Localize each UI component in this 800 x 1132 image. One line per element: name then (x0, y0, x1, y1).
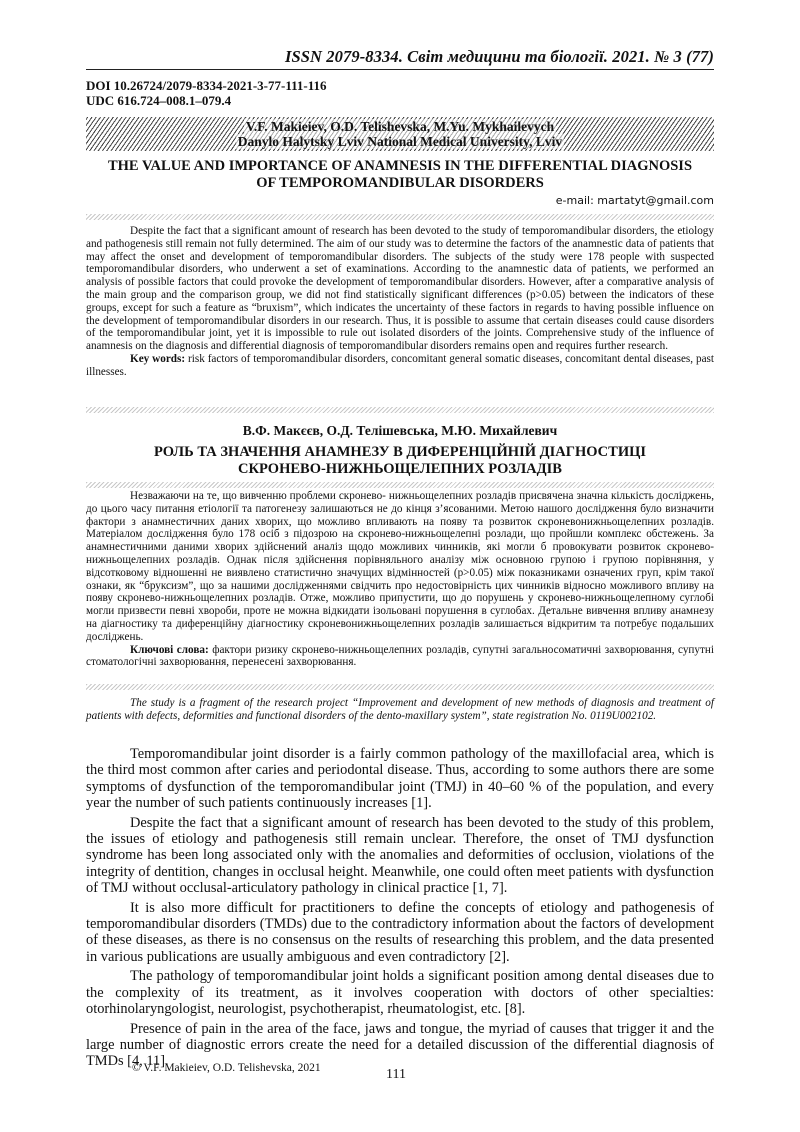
title-en-line-1: THE VALUE AND IMPORTANCE OF ANAMNESIS IN THE DIFFERENTIAL DIAGNOSIS (107, 158, 693, 174)
funding-note: The study is a fragment of the research project “Improvement and development of new methods of diagnosis and treatment of patients with defects, deformities and functional disorders of the dento-maxillary system”, state registration No. 0119U002102. (86, 697, 714, 722)
author-banner (86, 119, 714, 149)
title-ua-line-1: РОЛЬ ТА ЗНАЧЕННЯ АНАМНЕЗУ В ДИФЕРЕНЦІЙНІЙ ДІАГНОСТИЦІ (153, 444, 647, 460)
abstract-ua-text: Незважаючи на те, що вивченню проблеми скронево- нижньощелепних розладів присвячена значна кількість досліджень, до цього часу питання етіології та патогенезу залишаються не до кінця з’ясованими. Метою нашого дослідження було визначити фактори з анамнестичних даних хворих, що можливо впливають на появу та розвиток скроневонижньощелепних розладів. Матеріалом дослідження було 178 осіб з підозрою на скронево-нижньощелепні розлади, що пройшли комплекс обстежень. За анамнестичними даними хворих здійснений аналіз щодо можливих чинників, які могли б провокувати розвиток скронево-нижньощелепних розладів. Однак після здійснення порівняльного аналізу між основною групою і групою порівняння, у відсотковому відношенні не виявлено статистично значущих відмінностей (p>0.05) між показниками означених груп, крім такої ознаки, як “бруксизм”, що за нашими дослідженнями свідчить про недостовірність цих чинників відносно можливого впливу на появу скронево-нижньощелепних розладів. Отже, можливо припустити, що до порушень у скронево-нижньощелепному суглобі могли призвести певні хвороби, проте не можна відкидати ізольовані порушення в суглобах. Детальне вивчення впливу анамнезу на діагностику та диференційну діагностику скроневонижньощелепних розладів залишається відкритим та потребує подальших досліджень. (86, 490, 714, 643)
divider (86, 482, 714, 488)
body-paragraph: Temporomandibular joint disorder is a fairly common pathology of the maxillofacial area, which is the third most common after caries and periodontal disease. Thus, according to some authors there are some symptoms of dysfunction of the temporomandibular joint (TMJ) in 40–60 % of the population, and every year the number of such patients continuously increases [1]. (86, 746, 714, 812)
abstract-en-text: Despite the fact that a significant amount of research has been devoted to the study of temporomandibular disorders, the etiology and pathogenesis still remain not fully determined. The aim of our study was to determine the factors of the anamnestic data of patients that may affect the onset and development of temporomandibular disorders. The subjects of the study were 178 people with suspected temporomandibular disorders, who underwent a set of examinations. According to the anamnestic data of patients, we performed an analysis of possible factors that could provoke the development of temporomandibular disorders. However, after a comparative analysis of the main group and the comparison group, we did not find statistically significant differences (p>0.05) between the indicators of these groups, except for such a feature as “bruxism”, which indicates the uncertainty of these factors in regards to having possible influence on the development of temporomandibular disorders in our research. Thus, it is possible to assume that certain diseases could cause disorders of the temporomandibular joint, yet it is impossible to rule out isolated disorders of the joints. Comprehensive study of the influence of anamnesis on the diagnosis and differential diagnosis of temporomandibular disorders remains open and requires further research. (86, 225, 714, 353)
affiliation-en: Danylo Halytsky Lviv National Medical University, Lviv (237, 134, 563, 149)
body-paragraph: It is also more difficult for practitioners to define the concepts of etiology and pathogenesis of temporomandibular disorders (TMDs) due to the contradictory information about the factors of development of these diseases, as there is no consensus on the results of researching this problem, and the data presented in various publications are usually ambiguous and even contradictory [2]. (86, 899, 714, 965)
keywords-en-label: Key words: (130, 352, 186, 365)
abstract-ua (86, 490, 714, 669)
keywords-en (86, 353, 714, 379)
abstract-en (86, 225, 714, 379)
udc-line: UDC 616.724–008.1–079.4 (86, 93, 232, 108)
article-identifiers (86, 78, 327, 108)
doi-line[interactable]: DOI 10.26724/2079-8334-2021-3-77-111-116 (86, 78, 327, 93)
journal-header: ISSN 2079-8334. Світ медицини та біології. 2021. № 3 (77) (86, 47, 714, 70)
divider (86, 214, 714, 220)
body-paragraph: Despite the fact that a significant amount of research has been devoted to the study of this problem, the issues of etiology and pathogenesis still remain unclear. Therefore, the onset of TMJ dysfunction syndrome has been long associated only with the anomalies and deformities of occlusion, violations of the integrity of dentition, changes in occlusal height. Meanwhile, one could often meet patients with dysfunction of TMJ without occlusal-articulatory pathology in clinical practice [1, 7]. (86, 814, 714, 897)
contact-email[interactable]: e-mail: martatyt@gmail.com (555, 194, 714, 207)
title-en-line-2: OF TEMPOROMANDIBULAR DISORDERS (256, 175, 544, 191)
page-number: 111 (386, 1067, 406, 1082)
divider (86, 407, 714, 413)
title-en (86, 158, 714, 192)
divider (86, 684, 714, 690)
keywords-ua-text: фактори ризику скронево-нижньощелепних розладів, супутні загальносоматичні захворювання, супутні стоматологічні захворювання, перенесені захворювання. (86, 643, 714, 669)
keywords-ua-label: Ключові слова: (130, 643, 209, 656)
body-text (86, 746, 714, 1073)
title-ua-line-2: СКРОНЕВО-НИЖНЬОЩЕЛЕПНИХ РОЗЛАДІВ (238, 461, 562, 477)
keywords-en-text: risk factors of temporomandibular disorders, concomitant general somatic diseases, concomitant dental diseases, past illnesses. (86, 352, 714, 378)
copyright: © V.F. Makieiev, O.D. Telishevska, 2021 (132, 1062, 321, 1074)
title-ua (86, 444, 714, 478)
authors-ua: В.Ф. Макєєв, О.Д. Телішевська, М.Ю. Михайлевич (242, 423, 558, 438)
body-paragraph: Presence of pain in the area of the face, jaws and tongue, the myriad of causes that trigger it and the large number of diagnostic errors create the need for a detailed discussion of the differential diagnosis of TMDs [4, 11]. (86, 1020, 714, 1070)
authors-en: V.F. Makieiev, O.D. Telishevska, M.Yu. Mykhailevych (245, 119, 555, 134)
body-paragraph: The pathology of temporomandibular joint holds a significant position among dental diseases due to the complexity of its treatment, as it involves cooperation with doctors of other specialties: otorhinolaryngologist, neurologist, psychotherapist, rheumatologist, etc. [8]. (86, 968, 714, 1018)
keywords-ua (86, 644, 714, 670)
